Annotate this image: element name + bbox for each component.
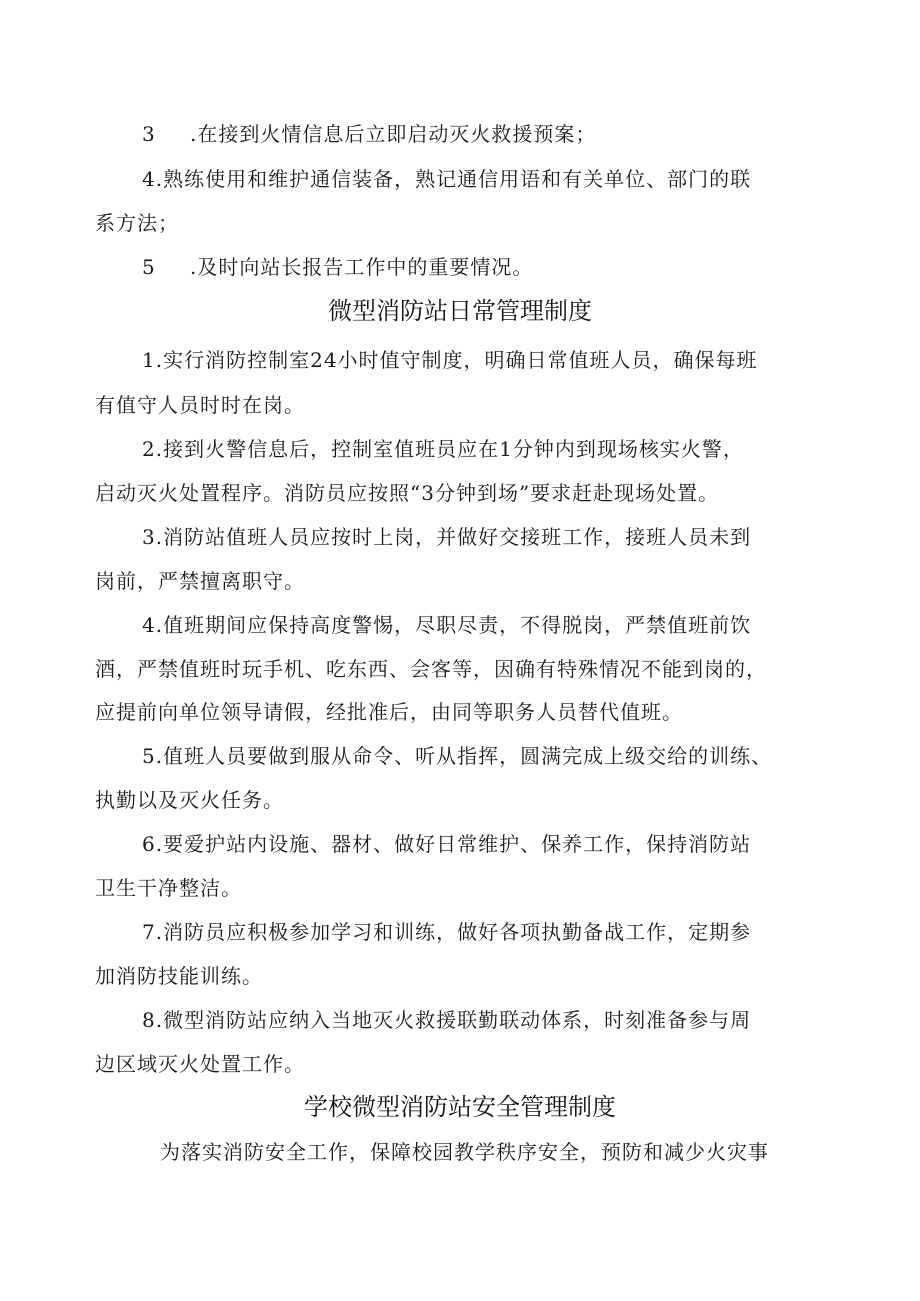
item-number: 5	[142, 255, 156, 279]
item-text: .实行消防控制室24小时值守制度，明确日常值班人员，确保每班	[155, 348, 758, 372]
item-text: .熟练使用和维护通信装备，熟记通信用语和有关单位、部门的联	[155, 167, 752, 191]
list-item-continuation: 系方法；	[95, 211, 179, 235]
item-text: .微型消防站应纳入当地灭火救援联勤联动体系，时刻准备参与周	[155, 1008, 752, 1032]
list-item	[142, 122, 596, 146]
list-item-continuation: 酒，严禁值班时玩手机、吃东西、会客等，因确有特殊情况不能到岗的，	[95, 657, 767, 681]
item-text: .值班期间应保持高度警惕，尽职尽责，不得脱岗，严禁值班前饮	[155, 613, 752, 637]
item-number: 6	[142, 832, 156, 856]
list-item-continuation: 卫生干净整洁。	[95, 876, 242, 900]
list-item-continuation: 加消防技能训练。	[95, 964, 263, 988]
item-text: .要爱护站内设施、器材、做好日常维护、保养工作，保持消防站	[155, 832, 752, 856]
list-item-continuation: 执勤以及灭火任务。	[95, 788, 284, 812]
list-item-continuation: 边区域灭火处置工作。	[95, 1052, 305, 1076]
list-item	[142, 167, 751, 191]
item-text: .值班人员要做到服从命令、听从指挥，圆满完成上级交给的训练、	[155, 744, 773, 768]
item-text: .消防员应积极参加学习和训练，做好各项执勤备战工作，定期参	[155, 920, 752, 944]
list-item	[142, 525, 751, 549]
item-number: 2	[142, 437, 156, 461]
list-item-continuation: 应提前向单位领导请假，经批准后，由同等职务人员替代值班。	[95, 700, 683, 724]
item-number: 7	[142, 920, 156, 944]
item-number: 8	[142, 1008, 156, 1032]
item-number: 3	[142, 122, 156, 146]
list-item-continuation: 有值守人员时时在岗。	[95, 393, 305, 417]
list-item-continuation: 启动灭火处置程序。消防员应按照“3分钟到场”要求赶赴现场处置。	[95, 481, 720, 505]
list-item	[142, 920, 751, 944]
item-text: .在接到火情信息后立即启动灭火救援预案；	[190, 122, 597, 146]
list-item	[142, 613, 751, 637]
item-number: 1	[142, 348, 156, 372]
section-heading: 学校微型消防站安全管理制度	[304, 1093, 616, 1121]
list-item	[142, 744, 772, 768]
list-item-continuation: 岗前，严禁擅离职守。	[95, 569, 305, 593]
item-number: 4	[142, 613, 156, 637]
item-text: .消防站值班人员应按时上岗，并做好交接班工作，接班人员未到	[155, 525, 752, 549]
list-item	[142, 1008, 751, 1032]
list-item	[142, 832, 751, 856]
item-number: 4	[142, 167, 156, 191]
item-text: .接到火警信息后，控制室值班员应在1分钟内到现场核实火警，	[155, 437, 744, 461]
paragraph: 为落实消防安全工作，保障校园教学秩序安全，预防和减少火灾事	[160, 1140, 769, 1164]
list-item	[142, 255, 533, 279]
list-item	[142, 437, 744, 461]
item-text: .及时向站长报告工作中的重要情况。	[190, 255, 534, 279]
item-number: 5	[142, 744, 156, 768]
list-item	[142, 348, 758, 372]
item-number: 3	[142, 525, 156, 549]
section-heading: 微型消防站日常管理制度	[328, 297, 592, 325]
